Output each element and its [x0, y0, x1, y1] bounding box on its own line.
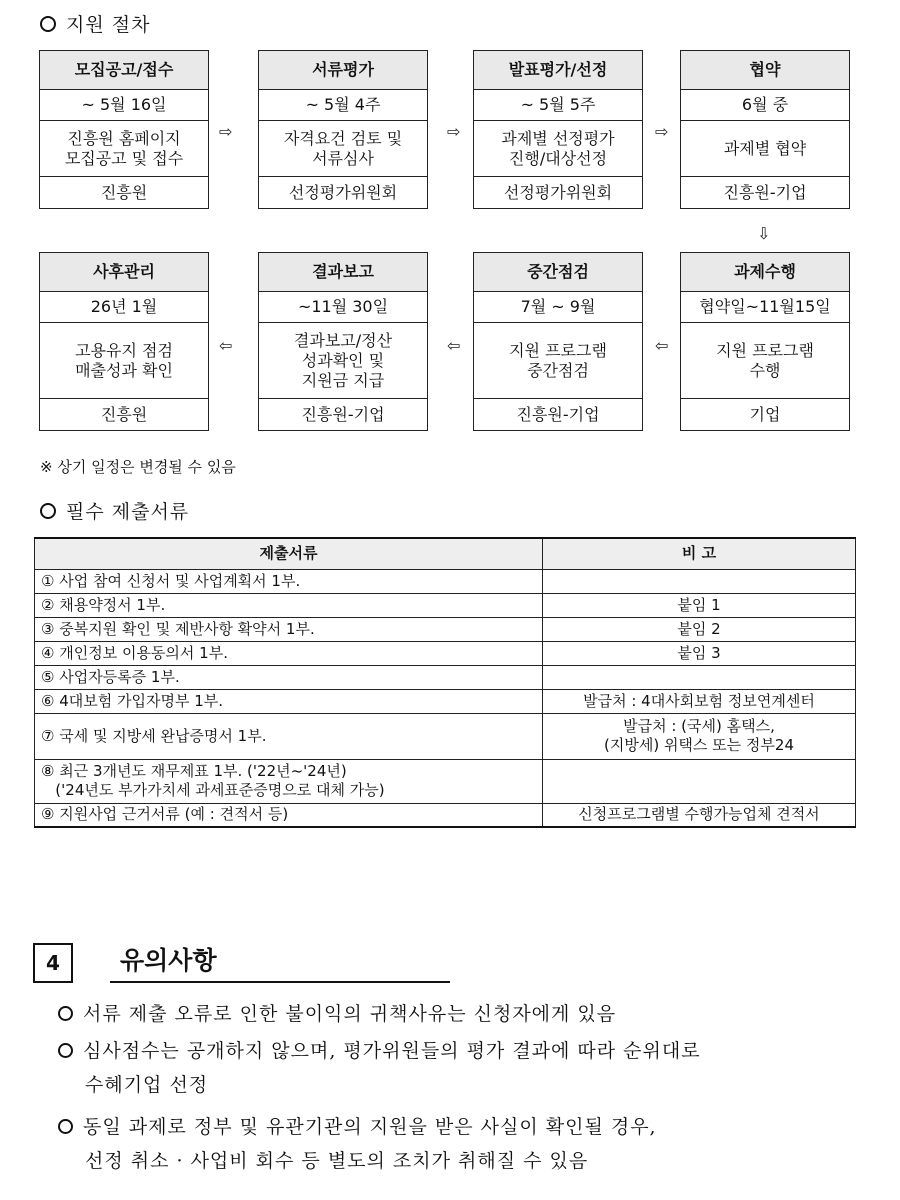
- arrow-right-icon: ⇨: [447, 122, 461, 141]
- step-org: 진흥원-기업: [681, 176, 849, 208]
- header-documents: 제출서류: [35, 538, 543, 569]
- step-box-document-review: [258, 50, 428, 209]
- arrow-down-icon: ⇩: [757, 224, 771, 243]
- step-title: 결과보고: [259, 253, 427, 291]
- step-desc: 과제별 협약: [681, 120, 849, 176]
- step-desc: 과제별 선정평가 진행/대상선정: [474, 120, 642, 176]
- note-cell: [543, 569, 856, 593]
- table-row: [35, 569, 856, 593]
- step-date: ~ 5월 5주: [474, 89, 642, 120]
- doc-cell: ① 사업 참여 신청서 및 사업계획서 1부.: [35, 569, 543, 593]
- documents-table: [34, 537, 856, 828]
- caution-item: 동일 과제로 정부 및 유관기관의 지원을 받은 사실이 확인될 경우, 선정 취소 · 사업비 회수 등 별도의 조치가 취해질 수 있음: [58, 1110, 868, 1178]
- step-org: 진흥원-기업: [474, 398, 642, 430]
- note-cell: 붙임 2: [543, 617, 856, 641]
- step-desc: 고용유지 점검 매출성과 확인: [40, 322, 208, 398]
- doc-cell: ⑧ 최근 3개년도 재무제표 1부. ('22년~'24년) ('24년도 부가가치세 과세표준증명으로 대체 가능): [35, 759, 543, 803]
- step-org: 선정평가위원회: [259, 176, 427, 208]
- step-title: 모집공고/접수: [40, 51, 208, 89]
- arrow-left-icon: ⇦: [655, 336, 669, 355]
- circle-bullet-icon: [58, 1006, 73, 1021]
- step-desc: 진흥원 홈페이지 모집공고 및 접수: [40, 120, 208, 176]
- step-title: 서류평가: [259, 51, 427, 89]
- step-box-presentation: [473, 50, 643, 209]
- step-title: 발표평가/선정: [474, 51, 642, 89]
- caution-item: 심사점수는 공개하지 않으며, 평가위원들의 평가 결과에 따라 순위대로 수혜기업 선정: [58, 1034, 868, 1102]
- step-title: 사후관리: [40, 253, 208, 291]
- step-box-execution: [680, 252, 850, 431]
- procedure-heading: 지원 절차: [40, 10, 150, 37]
- step-org: 선정평가위원회: [474, 176, 642, 208]
- step-box-recruit: [39, 50, 209, 209]
- note-cell: 신청프로그램별 수행가능업체 견적서: [543, 803, 856, 827]
- note-cell: 붙임 3: [543, 641, 856, 665]
- note-cell: [543, 665, 856, 689]
- circle-bullet-icon: [58, 1043, 73, 1058]
- doc-cell: ⑦ 국세 및 지방세 완납증명서 1부.: [35, 713, 543, 759]
- table-row: [35, 689, 856, 713]
- step-title: 중간점검: [474, 253, 642, 291]
- note-cell: 발급처 : 4대사회보험 정보연계센터: [543, 689, 856, 713]
- step-org: 진흥원: [40, 176, 208, 208]
- circle-bullet-icon: [58, 1119, 73, 1134]
- table-row: [35, 803, 856, 827]
- step-title: 협약: [681, 51, 849, 89]
- note-cell: [543, 759, 856, 803]
- step-org: 진흥원-기업: [259, 398, 427, 430]
- arrow-right-icon: ⇨: [219, 122, 233, 141]
- step-date: 7월 ~ 9월: [474, 291, 642, 322]
- step-title: 과제수행: [681, 253, 849, 291]
- step-box-mid-check: [473, 252, 643, 431]
- documents-heading: 필수 제출서류: [40, 497, 189, 524]
- table-row: [35, 593, 856, 617]
- arrow-left-icon: ⇦: [447, 336, 461, 355]
- step-org: 기업: [681, 398, 849, 430]
- circle-bullet-icon: [40, 503, 56, 519]
- step-desc: 결과보고/정산 성과확인 및 지원금 지급: [259, 322, 427, 398]
- step-date: 26년 1월: [40, 291, 208, 322]
- caution-item: 서류 제출 오류로 인한 불이익의 귀책사유는 신청자에게 있음: [58, 997, 868, 1031]
- step-org: 진흥원: [40, 398, 208, 430]
- doc-cell: ② 채용약정서 1부.: [35, 593, 543, 617]
- doc-cell: ④ 개인정보 이용동의서 1부.: [35, 641, 543, 665]
- section-title: 유의사항: [110, 941, 450, 983]
- header-remarks: 비 고: [543, 538, 856, 569]
- step-box-agreement: [680, 50, 850, 209]
- step-date: ~11월 30일: [259, 291, 427, 322]
- step-desc: 지원 프로그램 중간점검: [474, 322, 642, 398]
- step-date: 협약일~11월15일: [681, 291, 849, 322]
- arrow-right-icon: ⇨: [655, 122, 669, 141]
- table-row: [35, 759, 856, 803]
- doc-cell: ③ 중복지원 확인 및 제반사항 확약서 1부.: [35, 617, 543, 641]
- doc-cell: ⑥ 4대보험 가입자명부 1부.: [35, 689, 543, 713]
- schedule-note: ※ 상기 일정은 변경될 수 있음: [40, 458, 236, 476]
- table-header-row: [35, 538, 856, 569]
- doc-cell: ⑨ 지원사업 근거서류 (예 : 견적서 등): [35, 803, 543, 827]
- table-row: [35, 665, 856, 689]
- step-box-follow-up: [39, 252, 209, 431]
- section-number: 4: [33, 943, 73, 983]
- table-row: [35, 617, 856, 641]
- step-date: ~ 5월 16일: [40, 89, 208, 120]
- step-desc: 지원 프로그램 수행: [681, 322, 849, 398]
- arrow-left-icon: ⇦: [219, 336, 233, 355]
- doc-cell: ⑤ 사업자등록증 1부.: [35, 665, 543, 689]
- note-cell: 붙임 1: [543, 593, 856, 617]
- step-desc: 자격요건 검토 및 서류심사: [259, 120, 427, 176]
- step-box-result-report: [258, 252, 428, 431]
- note-cell: 발급처 : (국세) 홈택스, (지방세) 위택스 또는 정부24: [543, 713, 856, 759]
- table-row: [35, 713, 856, 759]
- table-row: [35, 641, 856, 665]
- step-date: 6월 중: [681, 89, 849, 120]
- step-date: ~ 5월 4주: [259, 89, 427, 120]
- circle-bullet-icon: [40, 16, 56, 32]
